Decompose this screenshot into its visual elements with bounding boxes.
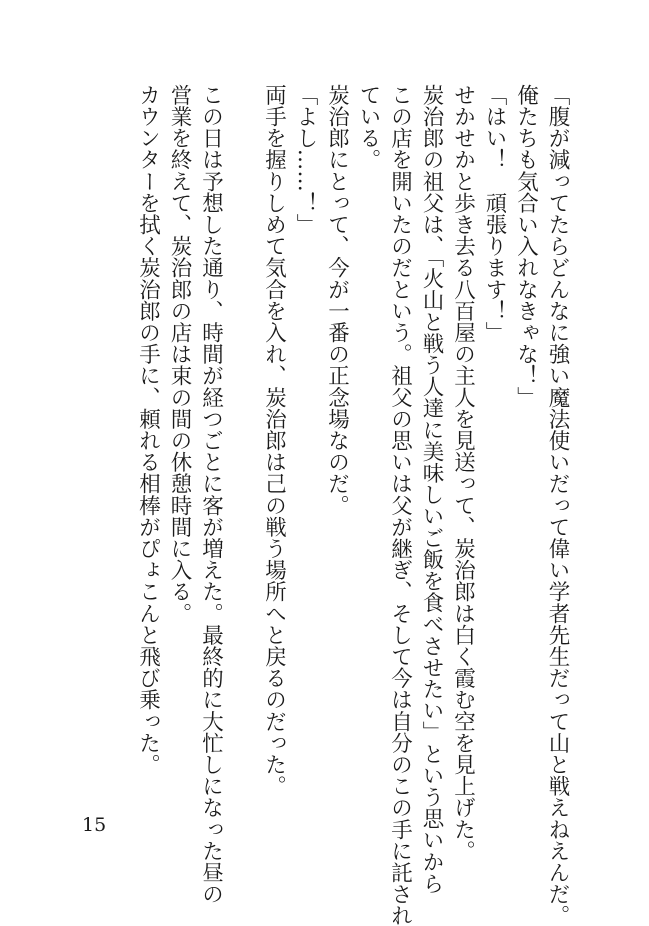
text-line: ている。 xyxy=(356,84,381,171)
text-line: この店を開いたのだという。祖父の思いは父が継ぎ、そして今は自分のこの手に託され xyxy=(387,84,413,926)
text-line: 「よし……！」 xyxy=(293,84,318,236)
text-line: カウンターを拭く炭治郎の手に、頼れる相棒がぴょこんと飛び乗った。 xyxy=(135,84,161,776)
section-break xyxy=(227,84,259,844)
page-number: 15 xyxy=(82,814,107,836)
text-line: 「はい！ 頑張ります！」 xyxy=(482,84,507,344)
text-line: 「腹が減ってたらどんなに強い魔法使いだって偉い学者先生だって山と戦えねえんだ。 xyxy=(545,84,570,926)
text-line: 炭治郎にとって、今が一番の正念場なのだ。 xyxy=(324,84,350,516)
text-line: この日は予想した通り、時間が経つごとに客が増えた。最終的に大忙しになった昼の xyxy=(198,84,224,905)
text-line: 俺たちも気合い入れなきゃな！」 xyxy=(513,84,539,408)
text-line: 両手を握りしめて気合を入れ、炭治郎は己の戦う場所へと戻るのだった。 xyxy=(261,84,287,797)
text-line: せかせかと歩き去る八百屋の主人を見送って、炭治郎は白く霞む空を見上げた。 xyxy=(450,84,476,862)
text-line: 炭治郎の祖父は、「火山と戦う人達に美味しいご飯を食べさせたい」という思いから xyxy=(419,84,444,895)
novel-text-block xyxy=(132,84,573,926)
text-line: 営業を終えて、炭治郎の店は束の間の休憩時間に入る。 xyxy=(167,84,192,624)
